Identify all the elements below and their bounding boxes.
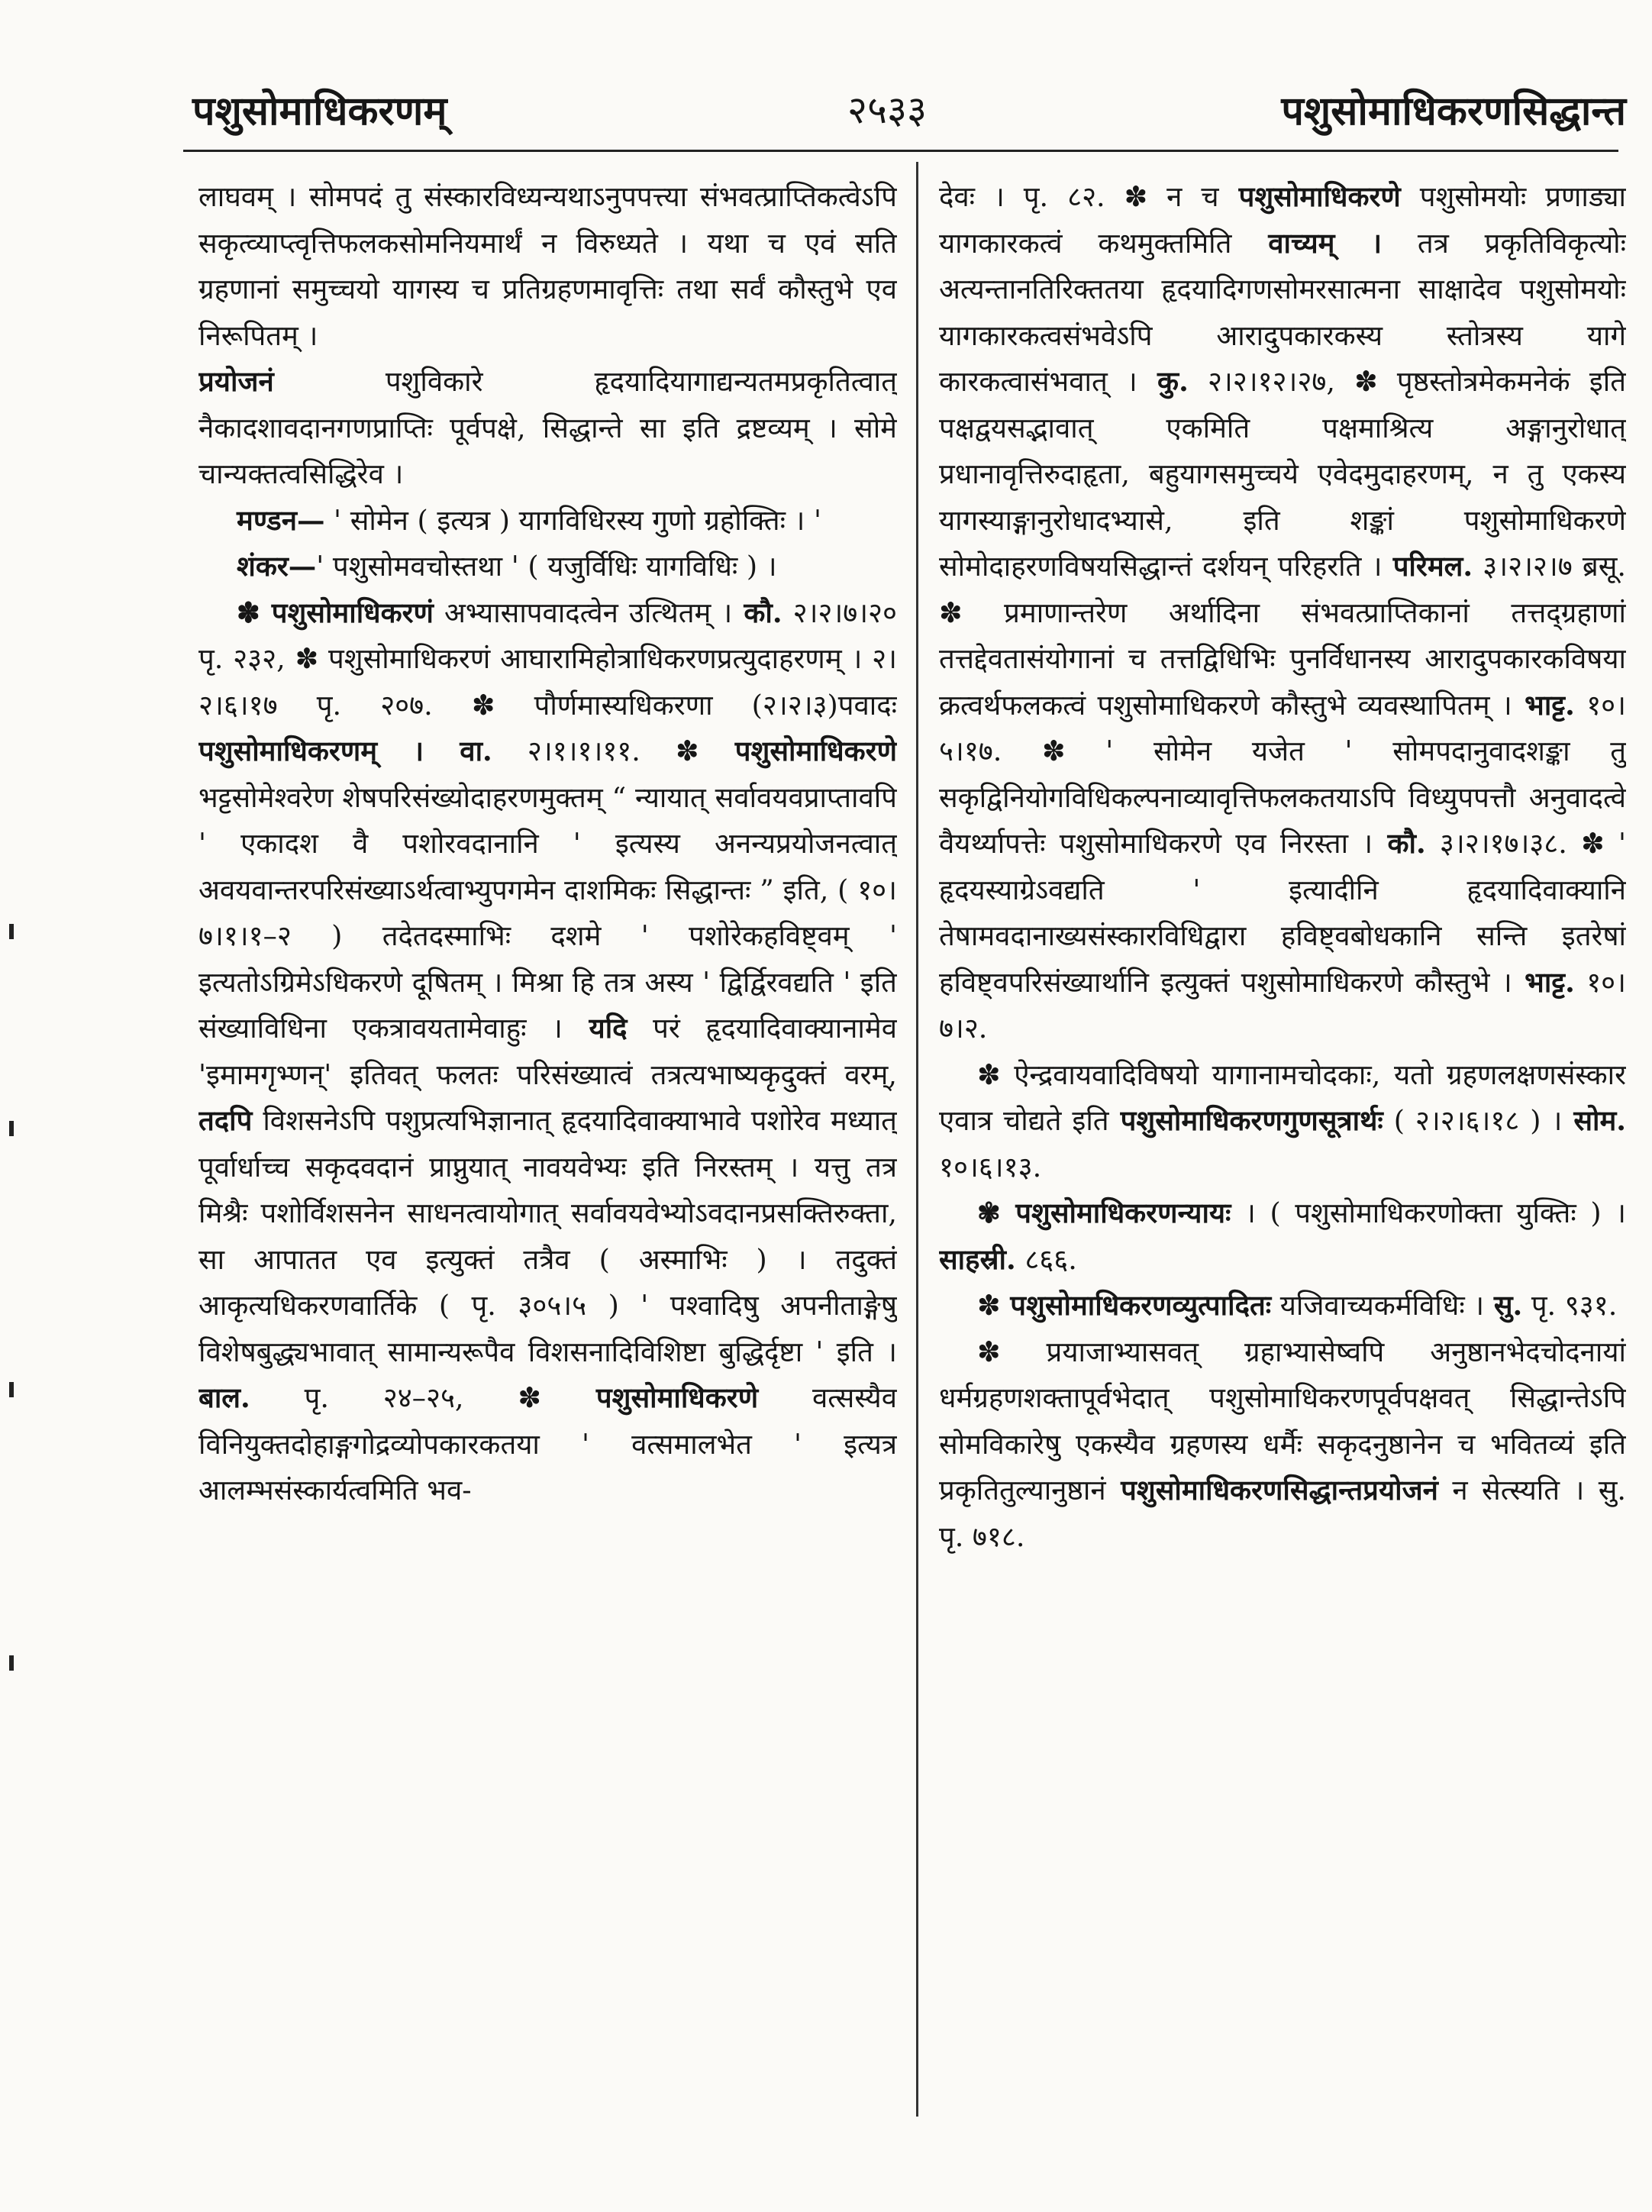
paragraph: लाघवम् । सोमपदं तु संस्कारविध्यन्यथाऽनुपपत्त्या संभवत्प्राप्तिकत्वेऽपि सकृत्व्याप्त्वृत्तिफलकसोमनियमार्थं न विरुध्यते । यथा च एवं सति ग्रहणानां समुच्चयो यागस्य च प्रतिग्रहणमावृत्तिः तथा सर्वं कौस्तुभे एव निरूपितम् । [198, 180, 897, 352]
margin-mark [9, 1382, 14, 1397]
margin-mark [9, 1121, 14, 1136]
paragraph: ✽ पशुसोमाधिकरणव्युत्पादितः यजिवाच्यकर्मविधिः । सु. पृ. ९३१. [977, 1289, 1618, 1322]
paragraph: ✽ प्रयाजाभ्यासवत् ग्रहाभ्यासेष्वपि अनुष्ठानभेदचोदनायां धर्मग्रहणशक्तापूर्वभेदात् पशुसोमाधिकरणपूर्वपक्षवत् सिद्धान्तेऽपि सोमविकारेषु एकस्यैव ग्रहणस्य धर्मैः सकृदनुष्ठानेन च भवितव्यं इति प्रकृतितुल्यानुष्ठानं पशुसोमाधिकरणसिद्धान्तप्रयोजनं न सेत्स्यति । सु. पृ. ७१८. [939, 1335, 1626, 1553]
paragraph: शंकर—' पशुसोमवचोस्तथा ' ( यजुर्विधिः यागविधिः ) । [237, 550, 777, 583]
flower-icon: ✾ [977, 1196, 1001, 1229]
right-column [939, 174, 1626, 2175]
left-column [198, 174, 897, 2175]
paragraph: ✽ ऐन्द्रवायवादिविषयो यागानामचोदकाः, यतो ग्रहणलक्षणसंस्कार एवात्र चोद्यते इति पशुसोमाधिकरणगुणसूत्रार्थः ( २।२।६।१८ ) । सोम. १०।६।१३. [939, 1058, 1626, 1184]
running-head-right: पशुसोमाधिकरणसिद्धान्त [1281, 88, 1626, 134]
page-header [176, 82, 1626, 144]
asterisk-icon: ✽ [237, 596, 260, 629]
paragraph: ✾ पशुसोमाधिकरणन्यायः । ( पशुसोमाधिकरणोक्ता युक्तिः ) । साहस्री. ८६६. [939, 1196, 1626, 1276]
paragraph: ✽ पशुसोमाधिकरणं अभ्यासापवादत्वेन उत्थितम् । कौ. २।२।७।२० पृ. २३२, ✽ पशुसोमाधिकरणं आघारामिहोत्राधिकरणप्रत्युदाहरणम् । २।२।६।१७ पृ. २०७. ✽ पौर्णमास्यधिकरणा (२।२।३)पवादः पशुसोमाधिकरणम् । वा. २।१।१।११. ✽ पशुसोमाधिकरणे भट्टसोमेश्वरेण शेषपरिसंख्योदाहरणमुक्तम् “ न्यायात् सर्वावयवप्राप्तावपि ' एकादश वै पशोरवदानानि ' इत्यस्य अनन्यप्रयोजनत्वात् अवयवान्तरपरिसंख्याऽर्थत्वाभ्युपगमेन दाशमिकः सिद्धान्तः ” इति, ( १०।७।१।१–२ ) तदेतदस्माभिः दशमे ' पशोरेकहविष्ट्वम् ' इत्यतोऽग्रिमेऽधिकरणे दूषितम् । मिश्रा हि तत्र अस्य ' द्विर्द्विरवद्यति ' इति संख्याविधिना एकत्रावयतामेवाहुः । यदि परं हृदयादिवाक्यानामेव 'इमामगृभ्णन्' इतिवत् फलतः परिसंख्यात्वं तत्रत्यभाष्यकृदुक्तं वरम्, तदपि विशसनेऽपि पशुप्रत्यभिज्ञानात् हृदयादिवाक्याभावे पशोरेव मध्यात् पूर्वार्धाच्च सकृदवदानं प्राप्नुयात् नावयवेभ्यः इति निरस्तम् । यत्तु तत्र मिश्रैः पशोर्विशसनेन साधनत्वायोगात् सर्वावयवेभ्योऽवदानप्रसक्तिरुक्ता, सा आपातत एव इत्युक्तं तत्रैव ( अस्माभिः ) । तदुक्तं आकृत्यधिकरणवार्तिके ( पृ. ३०५।५ ) ' पश्वादिषु अपनीताङ्गेषु विशेषबुद्ध्यभावात् सामान्यरूपैव विशसनादिविशिष्टा बुद्धिर्दृष्टा ' इति । बाल. पृ. २४–२५, ✽ पशुसोमाधिकरणे वत्सस्यैव विनियुक्तदोहाङ्गगोद्रव्योपकारकतया ' वत्समालभेत ' इत्यत्र आलम्भसंस्कार्यत्वमिति भव- [198, 596, 897, 1506]
margin-mark [9, 1655, 14, 1671]
margin-mark [9, 924, 14, 939]
running-head-left: पशुसोमाधिकरणम् [192, 88, 447, 134]
column-divider [916, 162, 918, 2117]
paragraph: मण्डन— ' सोमेन ( इत्यत्र ) यागविधिरस्य गुणो ग्रहोक्तिः । ' [237, 503, 822, 537]
page-number: २५३३ [847, 88, 927, 132]
header-rule [183, 150, 1618, 152]
paragraph: देवः । पृ. ८२. ✽ न च पशुसोमाधिकरणे पशुसोमयोः प्रणाड्या यागकारकत्वं कथमुक्तमिति वाच्यम् । तत्र प्रकृतिविकृत्योः अत्यन्तानतिरिक्ततया हृदयादिगणसोमरसात्मना साक्षादेव पशुसोमयोः यागकारकत्वसंभवेऽपि आरादुपकारकस्य स्तोत्रस्य यागे कारकत्वासंभवात् । कु. २।२।१२।२७, ✽ पृष्ठस्तोत्रमेकमनेकं इति पक्षद्वयसद्भावात् एकमिति पक्षमाश्रित्य अङ्गानुरोधात् प्रधानावृत्तिरुदाहृता, बहुयागसमुच्चये एवेदमुदाहरणम्, न तु एकस्य यागस्याङ्गानुरोधादभ्यासे, इति शङ्कां पशुसोमाधिकरणे सोमोदाहरणविषयसिद्धान्तं दर्शयन् परिहरति । परिमल. ३।२।२।७ ब्रसू. ✽ प्रमाणान्तरेण अर्थादिना संभवत्प्राप्तिकानां तत्तद्ग्रहाणां तत्तद्देवतासंयोगानां च तत्तद्विधिभिः पुनर्विधानस्य आरादुपकारकविषया क्रत्वर्थफलकत्वं पशुसोमाधिकरणे कौस्तुभे व्यवस्थापितम् । भाट्ट. १०।५।१७. ✽ ' सोमेन यजेत ' सोमपदानुवादशङ्का तु सकृद्विनियोगविधिकल्पनाव्यावृत्तिफलकतयाऽपि विध्युपपत्तौ अनुवादत्वे वैयर्थ्यापत्तेः पशुसोमाधिकरणे एव निरस्ता । कौ. ३।२।१७।३८. ✽ ' हृदयस्याग्रेऽवद्यति ' इत्यादीनि हृदयादिवाक्यानि तेषामवदानाख्यसंस्कारविधिद्वारा हविष्ट्वबोधकानि सन्ति इतरेषां हविष्ट्वपरिसंख्यार्थानि इत्युक्तं पशुसोमाधिकरणे कौस्तुभे । भाट्ट. १०।७।२. [939, 180, 1626, 1045]
paragraph: प्रयोजनं पशुविकारे हृदयादियागाद्यन्यतमप्रकृतित्वात् नैकादशावदानगणप्राप्तिः पूर्वपक्षे, सिद्धान्ते सा इति द्रष्टव्यम् । सोमे चान्यक्तत्वसिद्धिरेव । [198, 365, 897, 490]
